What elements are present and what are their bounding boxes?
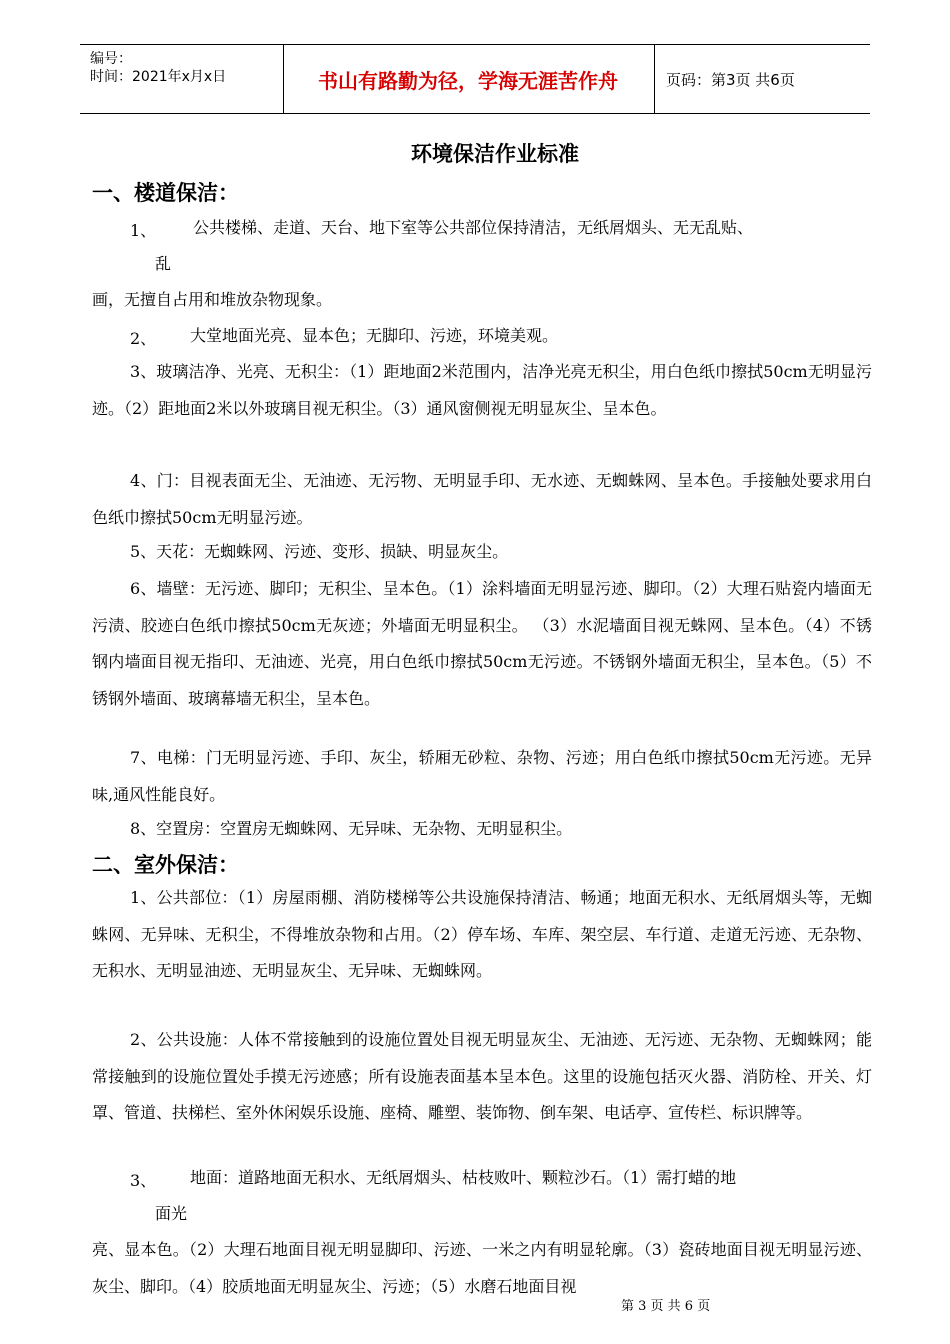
item-number: 2、: [130, 329, 157, 348]
motto: 书山有路勤为径，学海无涯苦作舟: [318, 68, 618, 93]
paragraph: 6、墙壁：无污迹、脚印；无积尘、呈本色。（1）涂料墙面无明显污迹、脚印。（2）大理石贴瓷内墙面无污渍、胶迹白色纸巾擦拭50cm无灰迹；外墙面无明显积尘。 （3）水泥墙面目视无蛛网、呈本色。（4）不锈钢内墙面目视无指印、无油迹、光亮，用白色纸巾擦拭50cm无污迹。不锈钢外墙面无积尘，呈本色。（5）不锈钢外墙面、玻璃幕墙无积尘，呈本色。: [92, 579, 872, 708]
paragraph: 5、天花：无蜘蛛网、污迹、变形、损缺、明显灰尘。: [130, 542, 509, 561]
header-divider: [654, 44, 655, 114]
paragraph: 公共楼梯、走道、天台、地下室等公共部位保持清洁，无纸屑烟头、无无乱贴、: [193, 218, 754, 237]
header-left-cell: [90, 50, 226, 86]
paragraph: 大堂地面光亮、显本色；无脚印、污迹，环境美观。: [190, 326, 559, 345]
paragraph: 2、公共设施：人体不常接触到的设施位置处目视无明显灰尘、无油迹、无污迹、无杂物、无蜘蛛网；能常接触到的设施位置处手摸无污迹感；所有设施表面基本呈本色。这里的设施包括灭火器、消防栓、开关、灯罩、管道、扶梯栏、室外休闲娱乐设施、座椅、雕塑、装饰物、倒车架、电话亭、宣传栏、标识牌等。: [92, 1030, 872, 1122]
paragraph: 1、公共部位：（1）房屋雨棚、消防楼梯等公共设施保持清洁、畅通；地面无积水、无纸屑烟头等，无蜘蛛网、无异味、无积尘，不得堆放杂物和占用。（2）停车场、车库、架空层、车行道、走道无污迹、无杂物、无积水、无明显油迹、无明显灰尘、无异味、无蜘蛛网。: [92, 888, 872, 980]
section-heading: 二、室外保洁：: [92, 853, 239, 877]
paragraph: 8、空置房：空置房无蜘蛛网、无异味、无杂物、无明显积尘。: [130, 819, 573, 838]
code-label: 编号：: [90, 51, 132, 67]
document-title: 环境保洁作业标准: [411, 142, 579, 166]
paragraph: 亮、显本色。（2）大理石地面目视无明显脚印、污迹、一米之内有明显轮廓。（3）瓷砖地面目视无明显污迹、灰尘、脚印。（4）胶质地面无明显灰尘、污迹；（5）水磨石地面目视: [92, 1240, 872, 1296]
section-heading: 一、楼道保洁：: [92, 181, 239, 205]
paragraph: 7、电梯：门无明显污迹、手印、灰尘，轿厢无砂粒、杂物、污迹；用白色纸巾擦拭50cm无污迹。无异味,通风性能良好。: [92, 748, 872, 804]
paragraph: 3、玻璃洁净、光亮、无积尘：（1）距地面2米范围内，洁净光亮无积尘，用白色纸巾擦拭50cm无明显污迹。（2）距地面2米以外玻璃目视无积尘。（3）通风窗侧视无明显灰尘、呈本色。: [92, 362, 872, 418]
item-number: 3、: [130, 1171, 157, 1190]
time-label: 时间：2021年x月x日: [90, 69, 227, 85]
paragraph-wrap: 面光: [155, 1204, 188, 1223]
paragraph: 画，无擅自占用和堆放杂物现象。: [92, 290, 333, 309]
page-info: 页码：第3页 共6页: [666, 70, 795, 89]
item-number: 1、: [130, 221, 157, 240]
paragraph-wrap: 乱: [155, 254, 172, 273]
paragraph: 地面：道路地面无积水、无纸屑烟头、枯枝败叶、颗粒沙石。（1）需打蜡的地: [190, 1168, 737, 1187]
paragraph: 4、门：目视表面无尘、无油迹、无污物、无明显手印、无水迹、无蜘蛛网、呈本色。手接触处要求用白色纸巾擦拭50cm无明显污迹。: [92, 471, 872, 527]
page-footer: 第 3 页 共 6 页: [621, 1299, 711, 1314]
